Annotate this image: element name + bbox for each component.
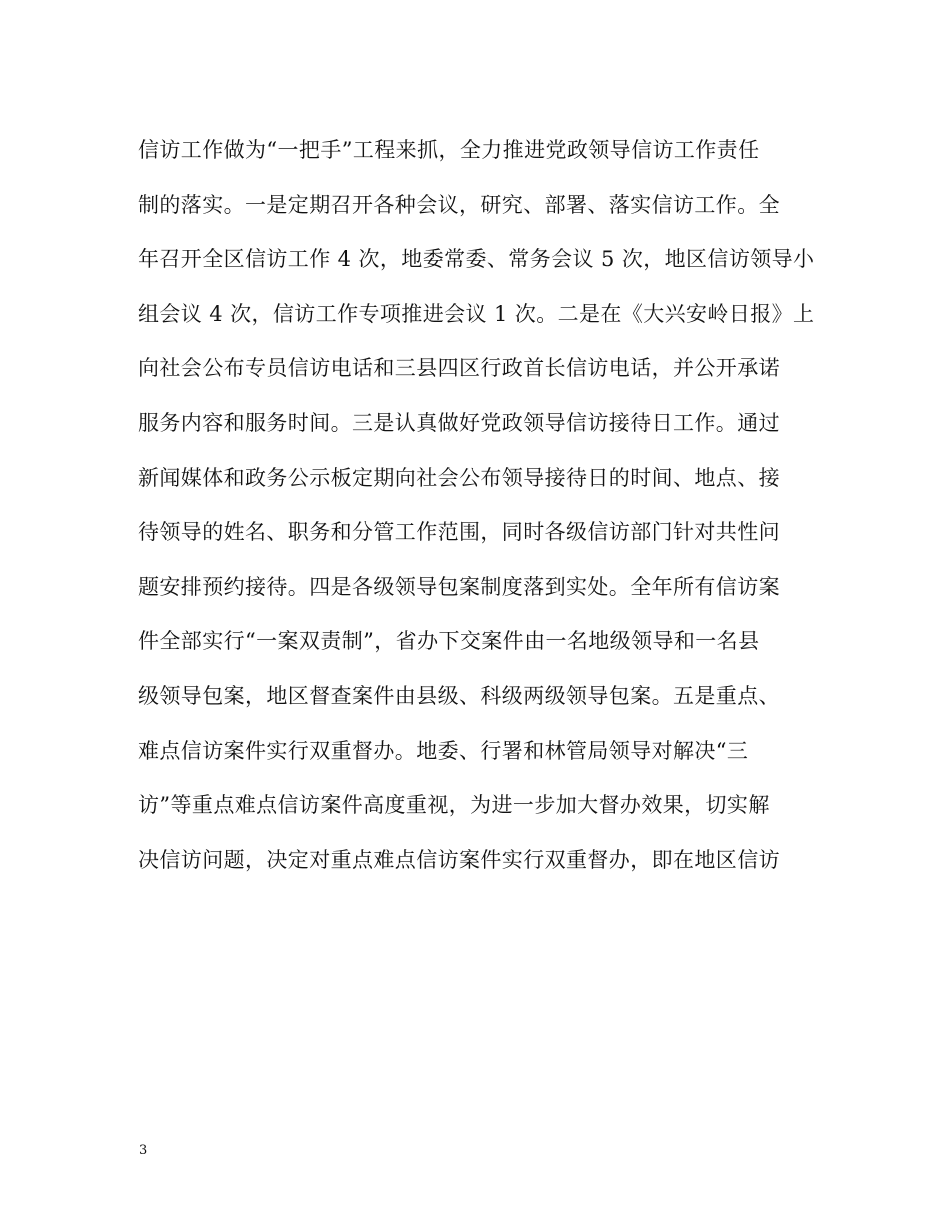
text-line-11: 级领导包案，地区督查案件由县级、科级两级领导包案。五是重点、 [138, 683, 780, 708]
text-line-4: 组会议 4 次，信访工作专项推进会议 1 次。二是在《大兴安岭日报》上 [138, 301, 815, 326]
text-line-5: 向社会公布专员信访电话和三县四区行政首长信访电话，并公开承诺 [138, 356, 780, 381]
text-line-14: 决信访问题，决定对重点难点信访案件实行双重督办，即在地区信访 [138, 847, 780, 872]
text-line-3: 年召开全区信访工作 4 次，地委常委、常务会议 5 次，地区信访领导小 [138, 247, 815, 272]
text-line-6: 服务内容和服务时间。三是认真做好党政领导信访接待日工作。通过 [138, 410, 780, 435]
text-line-12: 难点信访案件实行双重督办。地委、行署和林管局领导对解决“三 [138, 738, 749, 763]
text-line-9: 题安排预约接待。四是各级领导包案制度落到实处。全年所有信访案 [138, 574, 780, 599]
page-number: 3 [139, 1143, 148, 1158]
text-line-8: 待领导的姓名、职务和分管工作范围，同时各级信访部门针对共性问 [138, 520, 780, 545]
text-line-7: 新闻媒体和政务公示板定期向社会公布领导接待日的时间、地点、接 [138, 465, 780, 490]
body-paragraph [138, 123, 838, 887]
text-line-13: 访”等重点难点信访案件高度重视，为进一步加大督办效果，切实解 [138, 793, 770, 818]
text-line-1: 信访工作做为“一把手”工程来抓，全力推进党政领导信访工作责任 [138, 138, 760, 162]
text-line-2: 制的落实。一是定期召开各种会议，研究、部署、落实信访工作。全 [138, 192, 780, 217]
text-line-10: 件全部实行“一案双责制”，省办下交案件由一名地级领导和一名县 [138, 629, 760, 654]
